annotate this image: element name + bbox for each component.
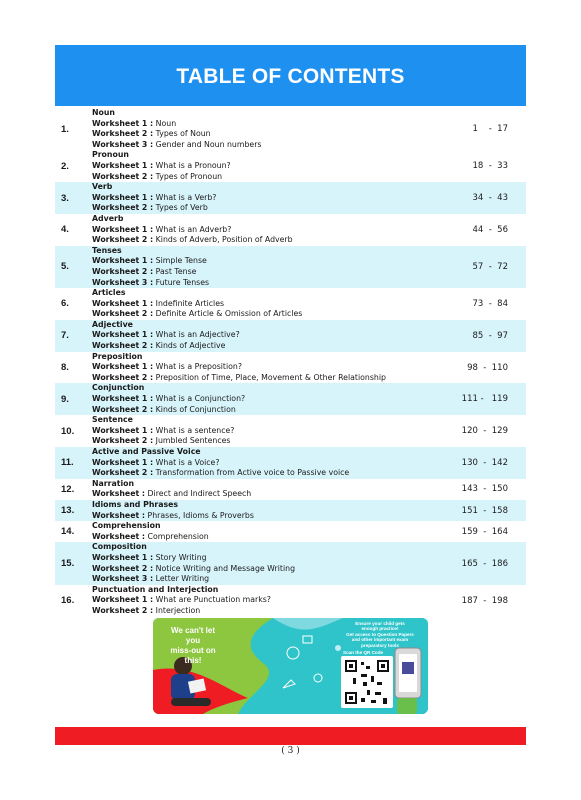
promo-right-line-2: enough practice! xyxy=(361,626,399,632)
toc-topic: Adverb xyxy=(92,213,124,223)
worksheet-title: What is a Preposition? xyxy=(153,362,243,372)
worksheet-label: Worksheet 2 : xyxy=(92,309,154,319)
worksheet-title: Notice Writing and Message Writing xyxy=(153,563,296,573)
toc-page-range: 18 - 33 xyxy=(472,161,508,172)
worksheet-label: Worksheet 2 : xyxy=(92,129,154,139)
page-title: TABLE OF CONTENTS xyxy=(176,65,405,88)
toc-entry[interactable] xyxy=(55,214,526,246)
promo-headline-line-1: We can't let you xyxy=(171,626,215,645)
toc-topic: Active and Passive Voice xyxy=(92,447,201,456)
worksheet-title: What is a Conjunction? xyxy=(153,394,246,404)
toc-page-range: 143 - 150 xyxy=(461,484,508,495)
worksheet-title: What is an Adjective? xyxy=(153,330,240,340)
toc-entry-number: 10. xyxy=(61,425,75,437)
worksheet-title: Simple Tense xyxy=(153,256,207,266)
toc-entry-number: 6. xyxy=(61,298,69,310)
toc-topic: Conjunction xyxy=(92,383,145,393)
worksheet-label: Worksheet 1 : xyxy=(92,160,154,170)
toc-entry[interactable] xyxy=(55,479,526,500)
toc-worksheet-line xyxy=(92,129,526,140)
toc-entry-number: 12. xyxy=(61,483,75,495)
toc-topic: Articles xyxy=(92,288,126,298)
toc-topic: Sentence xyxy=(92,415,133,425)
toc-topic: Adjective xyxy=(92,319,133,329)
worksheet-title: Indefinite Articles xyxy=(153,298,225,308)
toc-entry-number: 15. xyxy=(61,558,75,570)
toc-entry-number: 1. xyxy=(61,123,69,135)
worksheet-title: Interjection xyxy=(153,605,201,615)
toc-page-range: 1 - 17 xyxy=(472,124,508,135)
worksheet-label: Worksheet 1 : xyxy=(92,394,154,404)
toc-entry-number: 2. xyxy=(61,160,69,172)
worksheet-title: Comprehension xyxy=(145,531,209,541)
worksheet-label: Worksheet : xyxy=(92,531,146,541)
worksheet-title: What is a Verb? xyxy=(153,192,217,202)
worksheet-title: Past Tense xyxy=(153,266,197,276)
worksheet-label: Worksheet 3 : xyxy=(92,277,154,287)
worksheet-label: Worksheet 2 : xyxy=(92,171,154,181)
worksheet-label: Worksheet 2 : xyxy=(92,235,154,245)
worksheet-title: Kinds of Conjunction xyxy=(153,404,236,414)
worksheet-label: Worksheet 1 : xyxy=(92,330,154,340)
toc-page-range: 120 - 129 xyxy=(461,426,508,437)
toc-page-range: 73 - 84 xyxy=(472,298,508,309)
toc-entry[interactable] xyxy=(55,320,526,352)
worksheet-title: Types of Pronoun xyxy=(153,171,223,181)
promo-right-line-3: Get access to Question Papers xyxy=(346,631,414,637)
toc-entry-number: 8. xyxy=(61,362,69,374)
toc-entry[interactable] xyxy=(55,182,526,214)
toc-worksheet-line xyxy=(92,235,526,246)
promo-banner[interactable] xyxy=(153,618,428,714)
toc-entry[interactable] xyxy=(55,246,526,288)
toc-page-range: 130 - 142 xyxy=(461,457,508,468)
toc-entry[interactable] xyxy=(55,352,526,384)
worksheet-label: Worksheet 1 : xyxy=(92,552,154,562)
worksheet-title: Letter Writing xyxy=(153,574,210,584)
toc-page-range: 44 - 56 xyxy=(472,224,508,235)
worksheet-title: Phrases, Idioms & Proverbs xyxy=(145,510,254,520)
toc-worksheet-line xyxy=(92,267,526,278)
toc-worksheet-line xyxy=(92,278,526,289)
worksheet-label: Worksheet 1 : xyxy=(92,595,154,605)
promo-headline-line-2: miss-out on this! xyxy=(170,646,216,665)
toc-worksheet-line xyxy=(92,309,526,320)
toc-entry-number: 5. xyxy=(61,261,69,273)
promo-right-line-4: and other important exam xyxy=(351,637,409,643)
toc-worksheet-line xyxy=(92,362,526,373)
toc-worksheet-line xyxy=(92,172,526,183)
worksheet-label: Worksheet 2 : xyxy=(92,468,154,478)
toc-entry[interactable] xyxy=(55,288,526,320)
toc-entry[interactable] xyxy=(55,415,526,447)
toc-entry-number: 7. xyxy=(61,330,69,342)
toc-entry[interactable] xyxy=(55,585,526,617)
toc-topic: Noun xyxy=(92,108,115,117)
toc-topic: Preposition xyxy=(92,351,143,361)
worksheet-title: What is a Voice? xyxy=(153,457,220,467)
worksheet-title: Story Writing xyxy=(153,552,207,562)
toc-entry[interactable] xyxy=(55,521,526,542)
toc-entry-number: 13. xyxy=(61,505,75,517)
worksheet-title: What is an Adverb? xyxy=(153,224,232,234)
worksheet-title: Noun xyxy=(153,118,177,128)
worksheet-label: Worksheet : xyxy=(92,489,146,499)
toc-page-range: 187 - 198 xyxy=(461,595,508,606)
worksheet-label: Worksheet 2 : xyxy=(92,436,154,446)
page-number: ( 3 ) xyxy=(281,746,300,756)
worksheet-title: Preposition of Time, Place, Movement & Other Relationship xyxy=(153,372,386,382)
promo-right-line-5: preparatory tools xyxy=(361,642,399,648)
toc-entry-number: 4. xyxy=(61,224,69,236)
toc-worksheet-line xyxy=(92,256,526,267)
toc-page-range: 85 - 97 xyxy=(472,330,508,341)
worksheet-label: Worksheet 1 : xyxy=(92,457,154,467)
worksheet-label: Worksheet 2 : xyxy=(92,266,154,276)
worksheet-label: Worksheet 1 : xyxy=(92,118,154,128)
promo-side-text xyxy=(339,621,421,648)
worksheet-title: Types of Verb xyxy=(153,203,208,213)
title-banner xyxy=(55,45,526,106)
worksheet-title: What is a sentence? xyxy=(153,425,235,435)
toc-worksheet-line xyxy=(92,140,526,151)
toc-topic: Punctuation and Interjection xyxy=(92,584,219,594)
toc-entry[interactable] xyxy=(55,383,526,415)
toc-worksheet-line xyxy=(92,225,526,236)
worksheet-title: Transformation from Active voice to Passive voice xyxy=(153,468,350,478)
worksheet-label: Worksheet 2 : xyxy=(92,605,154,615)
toc-entry-number: 14. xyxy=(61,526,75,538)
worksheet-title: Kinds of Adjective xyxy=(153,341,226,351)
worksheet-label: Worksheet 2 : xyxy=(92,404,154,414)
toc-entry-number: 11. xyxy=(61,457,74,469)
toc-topic: Narration xyxy=(92,478,135,488)
worksheet-title: Direct and Indirect Speech xyxy=(145,489,252,499)
toc-worksheet-line xyxy=(92,119,526,130)
worksheet-label: Worksheet 1 : xyxy=(92,425,154,435)
toc-page-range: 165 - 186 xyxy=(461,558,508,569)
toc-page-range: 111 - 119 xyxy=(461,394,508,405)
worksheet-title: What are Punctuation marks? xyxy=(153,595,271,605)
toc-entry[interactable] xyxy=(55,500,526,521)
toc-page-range: 57 - 72 xyxy=(472,261,508,272)
worksheet-title: Jumbled Sentences xyxy=(153,436,231,446)
worksheet-title: What is a Pronoun? xyxy=(153,160,231,170)
worksheet-label: Worksheet 1 : xyxy=(92,298,154,308)
toc-worksheet-line xyxy=(92,203,526,214)
worksheet-title: Definite Article & Omission of Articles xyxy=(153,309,303,319)
toc-topic: Comprehension xyxy=(92,521,161,531)
toc-entry[interactable] xyxy=(55,108,526,150)
toc-entry-number: 9. xyxy=(61,393,69,405)
toc-page-range: 159 - 164 xyxy=(461,526,508,537)
toc-entry[interactable] xyxy=(55,150,526,182)
toc-topic: Pronoun xyxy=(92,150,129,160)
toc-topic: Tenses xyxy=(92,245,122,255)
worksheet-label: Worksheet 3 : xyxy=(92,574,154,584)
worksheet-label: Worksheet 1 : xyxy=(92,256,154,266)
worksheet-label: Worksheet 2 : xyxy=(92,203,154,213)
toc-entry-number: 16. xyxy=(61,595,75,607)
toc-topic: Verb xyxy=(92,182,113,192)
worksheet-label: Worksheet 1 : xyxy=(92,362,154,372)
worksheet-title: Gender and Noun numbers xyxy=(153,139,262,149)
toc-topic: Composition xyxy=(92,542,147,552)
toc-worksheet-line xyxy=(92,193,526,204)
worksheet-title: Future Tenses xyxy=(153,277,210,287)
toc-entry[interactable] xyxy=(55,542,526,584)
table-of-contents xyxy=(55,108,526,617)
toc-page-range: 34 - 43 xyxy=(472,193,508,204)
worksheet-label: Worksheet 2 : xyxy=(92,341,154,351)
worksheet-label: Worksheet : xyxy=(92,510,146,520)
footer-bar xyxy=(55,727,526,745)
toc-topic: Idioms and Phrases xyxy=(92,499,179,509)
worksheet-title: Kinds of Adverb, Position of Adverb xyxy=(153,235,293,245)
worksheet-label: Worksheet 1 : xyxy=(92,224,154,234)
worksheet-label: Worksheet 1 : xyxy=(92,192,154,202)
promo-headline xyxy=(163,626,223,666)
toc-worksheet-line xyxy=(92,330,526,341)
toc-entry-number: 3. xyxy=(61,192,69,204)
worksheet-label: Worksheet 3 : xyxy=(92,139,154,149)
toc-page-range: 98 - 110 xyxy=(467,362,508,373)
toc-page-range: 151 - 158 xyxy=(461,505,508,516)
toc-entry[interactable] xyxy=(55,447,526,479)
worksheet-label: Worksheet 2 : xyxy=(92,563,154,573)
toc-worksheet-line xyxy=(92,161,526,172)
worksheet-label: Worksheet 2 : xyxy=(92,372,154,382)
toc-worksheet-line xyxy=(92,341,526,352)
toc-worksheet-line xyxy=(92,299,526,310)
worksheet-title: Types of Noun xyxy=(153,129,211,139)
promo-right-line-1: Ensure your child gets xyxy=(355,621,405,626)
promo-scan-label: Scan the QR Code xyxy=(343,650,384,655)
toc-worksheet-line xyxy=(92,373,526,384)
